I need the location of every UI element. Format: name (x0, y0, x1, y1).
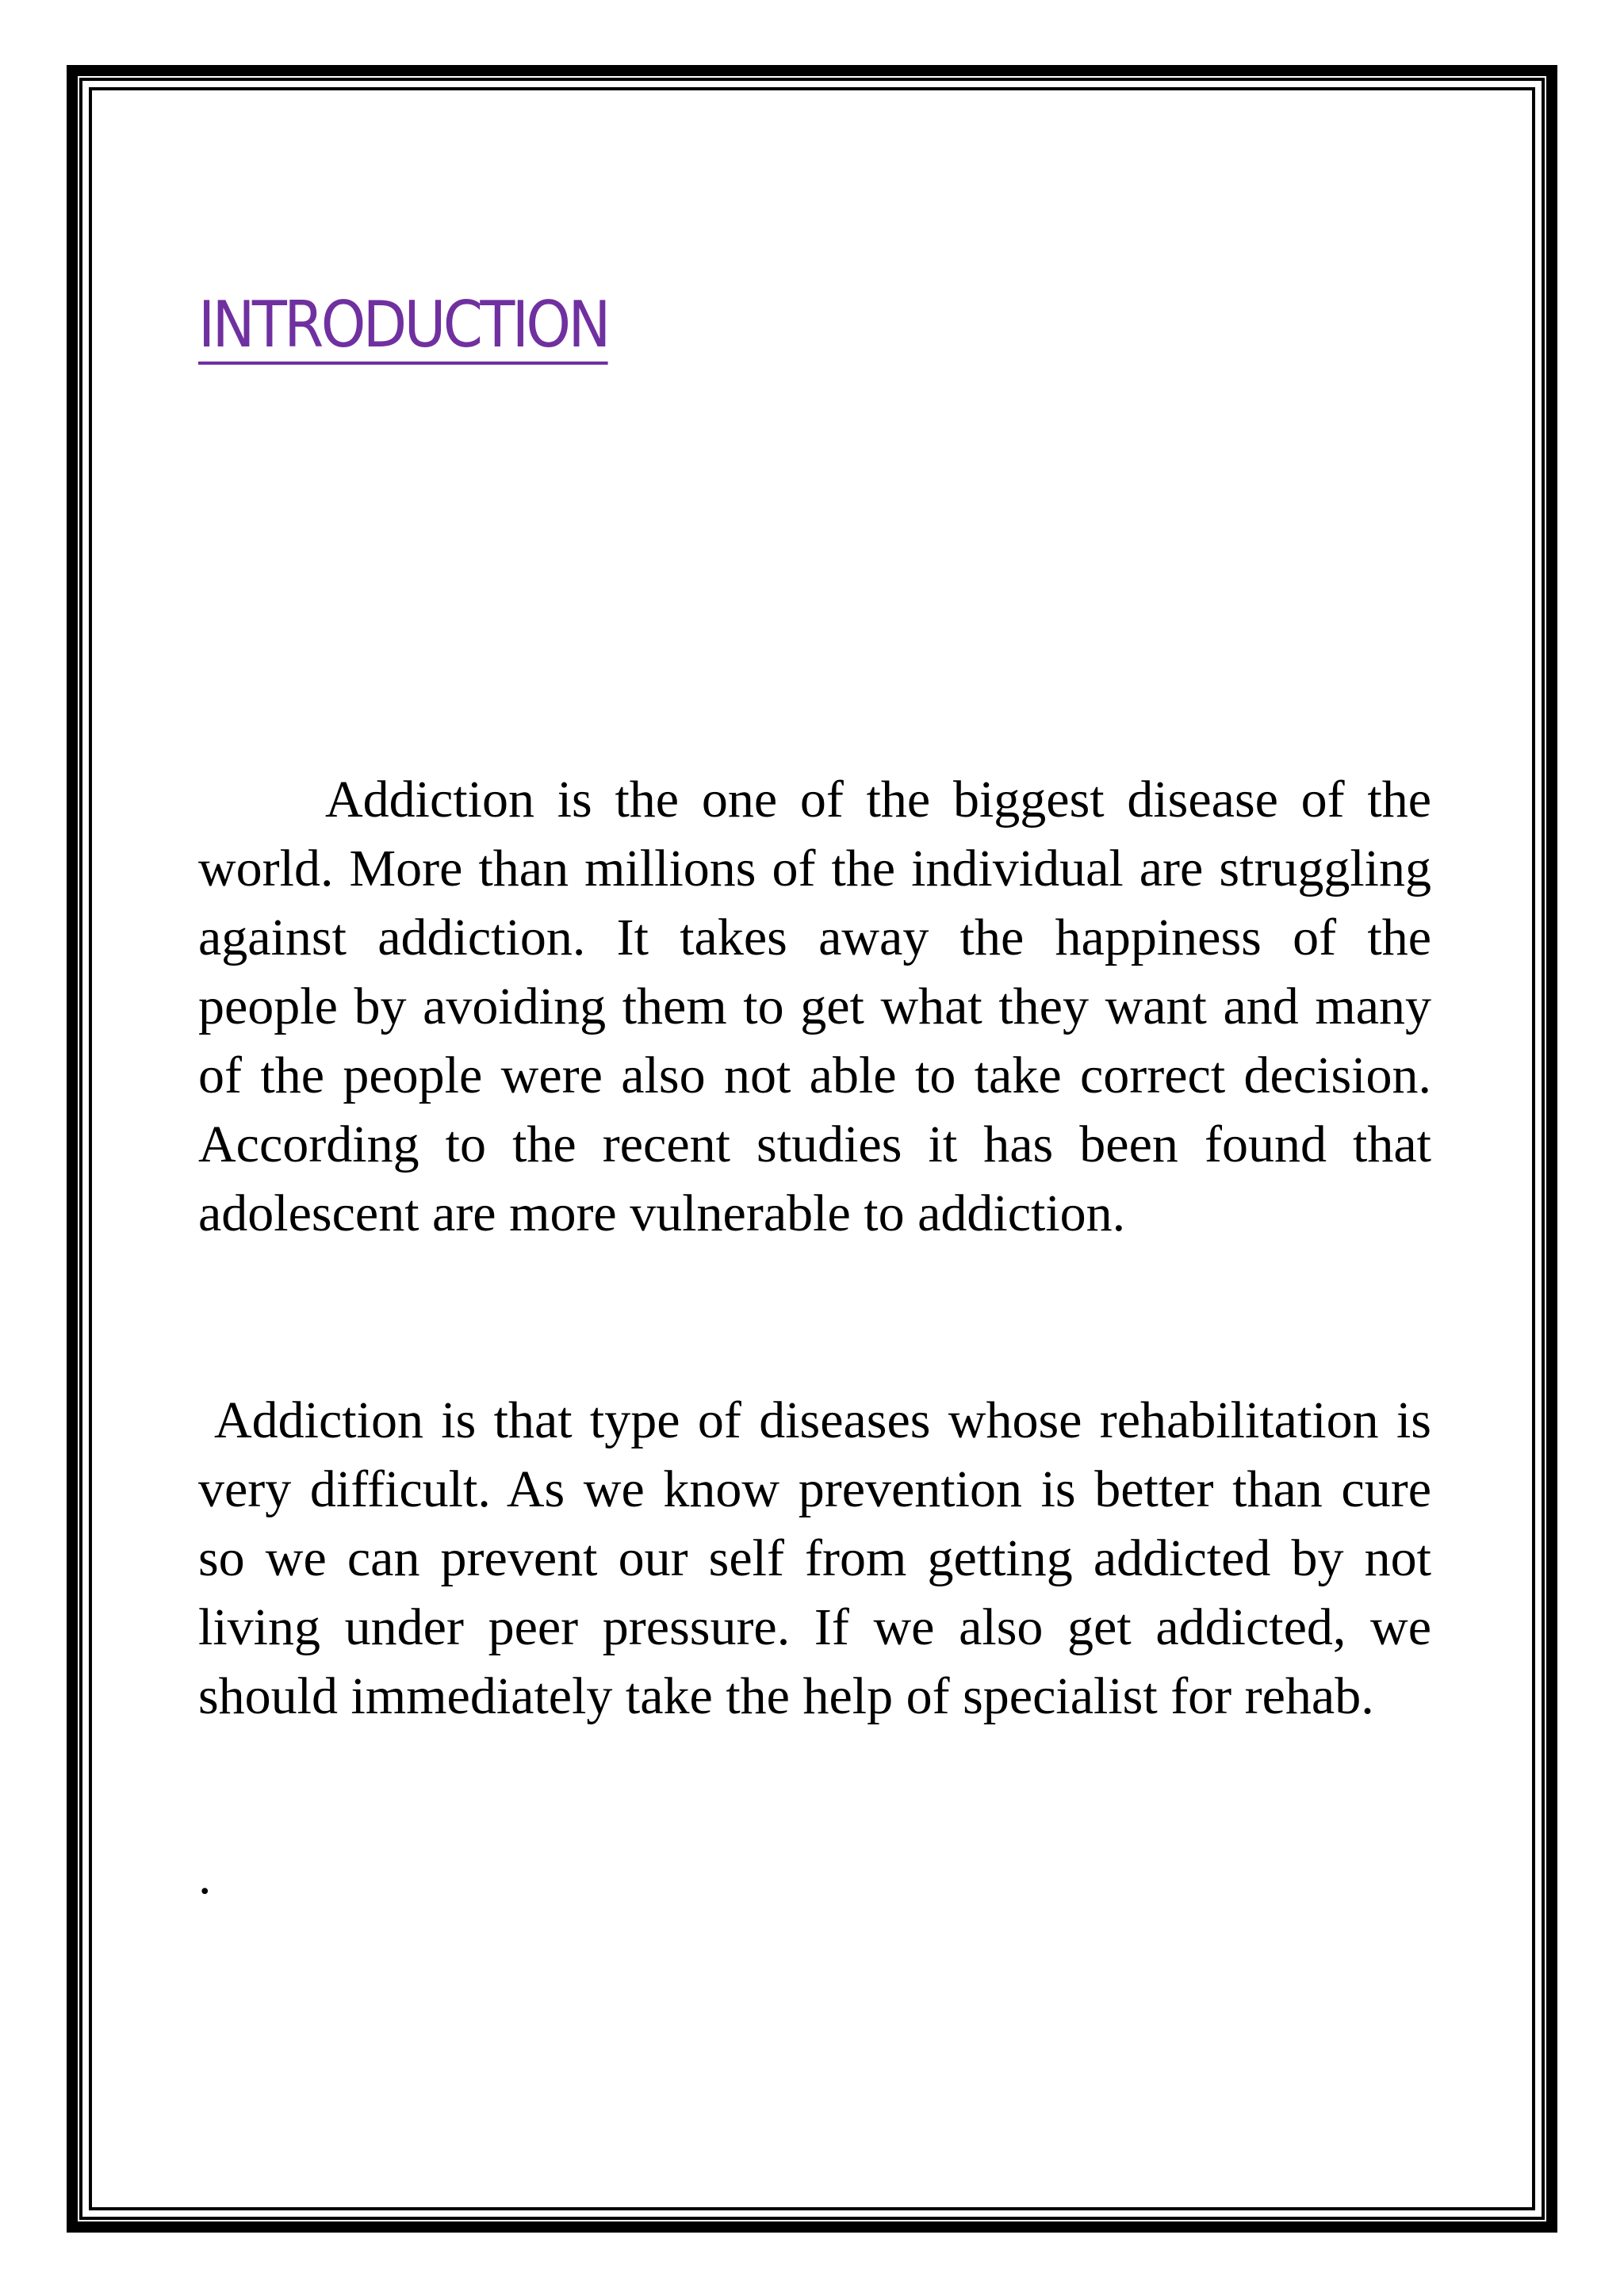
paragraph-1: Addiction is the one of the biggest disease of the world. More than millions of the individual are struggling against addiction. It takes away the happiness of the people by avoiding them to get what they want and many of the people were also not able to take correct decision. According to the recent studies it has been found that adolescent are more vulnerable to addiction. (198, 771, 1431, 1242)
paragraph-2: Addiction is that type of diseases whose rehabilitation is very difficult. As we know prevention is better than cure so we can prevent our self from getting addicted by not living under peer pressure. If we also get addicted, we should immediately take the help of specialist for rehab. (198, 1391, 1431, 1725)
trailing-dot: . (198, 1847, 212, 1905)
page-heading: INTRODUCTION (198, 293, 608, 365)
page-content (198, 288, 1431, 1911)
